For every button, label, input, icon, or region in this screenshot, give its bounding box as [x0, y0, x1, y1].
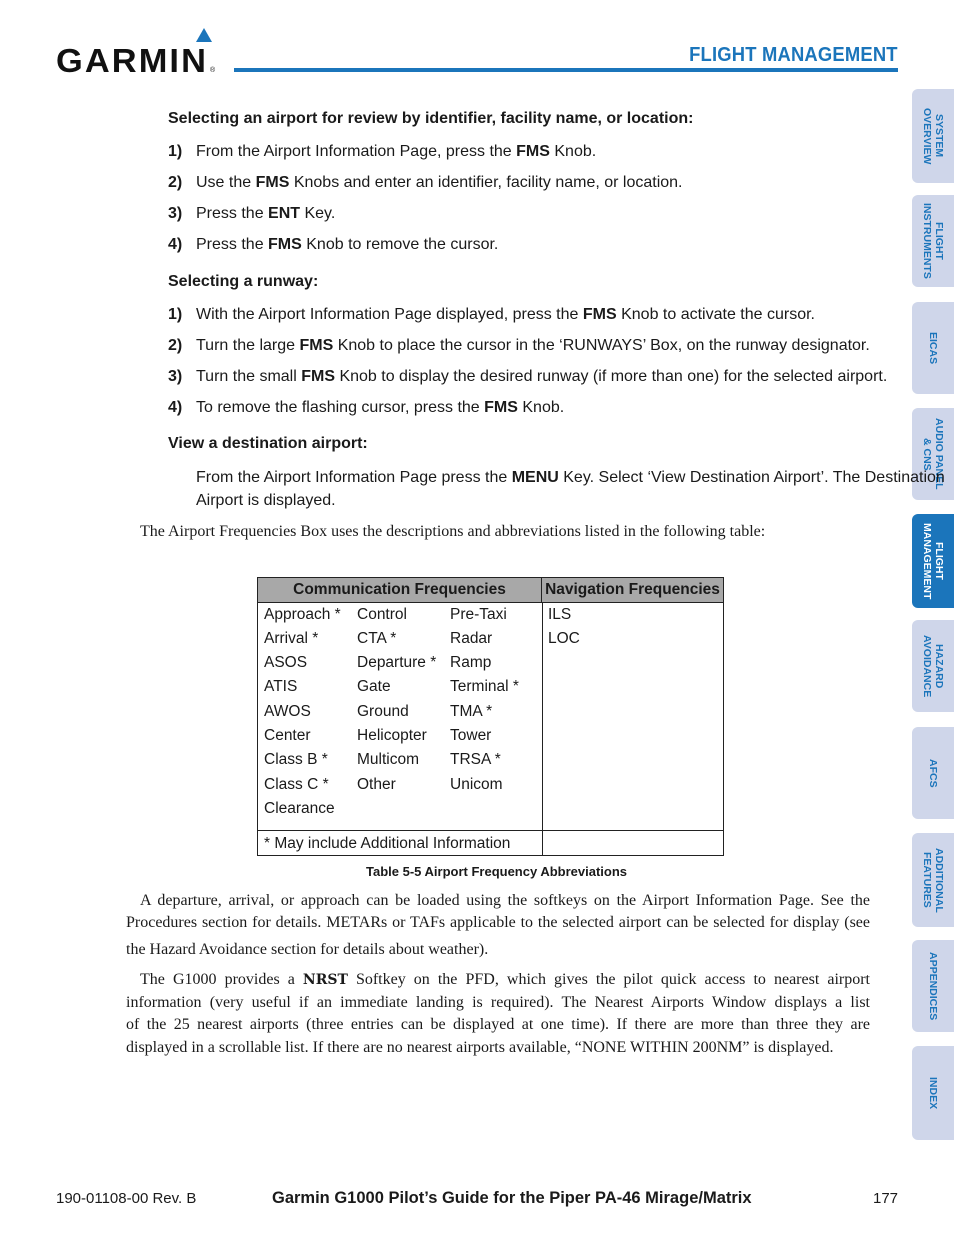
column-divider — [542, 603, 543, 855]
paragraph-1-line-3: the Hazard Avoidance section for details about weather). — [126, 941, 489, 958]
table-cell: Control — [357, 606, 407, 623]
tab-additional-features[interactable]: ADDITIONAL FEATURES — [912, 833, 954, 927]
table-cell: Center — [264, 727, 311, 744]
table-cell: TRSA * — [450, 751, 501, 768]
table-cell: Tower — [450, 727, 492, 744]
footer-page-number: 177 — [873, 1190, 899, 1207]
paragraph-2-line-1: The G1000 provides a NRST Softkey on the PFD, which gives the pilot quick access to nearest airport — [140, 971, 870, 988]
paragraph-2-line-3: of the 25 nearest airports (three entries can be displayed at one time). If there are more than three they are — [126, 1016, 870, 1033]
garmin-logo — [56, 28, 218, 76]
table-intro-text: The Airport Frequencies Box uses the descriptions and abbreviations listed in the following table: — [140, 523, 766, 540]
heading-view-destination: View a destination airport: — [168, 435, 368, 452]
paragraph-2-line-2: information (very useful if an immediate landing is required). The Nearest Airports Window displays a list — [126, 994, 870, 1011]
paragraph-1-line-1: A departure, arrival, or approach can be loaded using the softkeys on the Airport Information Page. See the — [140, 892, 870, 909]
tab-index[interactable]: INDEX — [912, 1046, 954, 1140]
tab-flight-instruments[interactable]: FLIGHT INSTRUMENTS — [912, 195, 954, 287]
svg-text:GARMIN: GARMIN — [56, 42, 209, 76]
table-caption: Table 5-5 Airport Frequency Abbreviations — [366, 864, 628, 879]
table-cell: ASOS — [264, 654, 308, 671]
footer-title: Garmin G1000 Pilot’s Guide for the Piper PA-46 Mirage/Matrix — [272, 1189, 752, 1207]
tab-appendices[interactable]: APPENDICES — [912, 940, 954, 1032]
table-cell: Class B * — [264, 751, 328, 768]
tab-flight-management[interactable]: FLIGHT MANAGEMENT — [912, 514, 954, 608]
table-cell: Departure * — [357, 654, 437, 671]
header-communication-frequencies: Communication Frequencies — [258, 578, 542, 603]
table-cell: Pre-Taxi — [450, 606, 507, 623]
table-cell: TMA * — [450, 703, 493, 720]
paragraph-2-line-4: displayed in a scrollable list. If there are no nearest airports available, “NONE WITHIN 200NM” is displayed. — [126, 1039, 834, 1056]
table-cell: ATIS — [264, 678, 298, 695]
footer-doc-number: 190-01108-00 Rev. B — [56, 1190, 197, 1207]
table-footnote: * May include Additional Information — [264, 835, 511, 852]
table-cell: Multicom — [357, 751, 420, 768]
table-cell: Arrival * — [264, 630, 319, 647]
table-cell: CTA * — [357, 630, 397, 647]
table-cell: Ramp — [450, 654, 492, 671]
table-cell: ILS — [548, 606, 572, 623]
destination-line-1: From the Airport Information Page press the MENU Key. Select ‘View Destination Airport’. The Destination — [196, 469, 945, 486]
table-cell: Clearance — [264, 800, 335, 817]
tab-hazard-avoidance[interactable]: HAZARD AVOIDANCE — [912, 620, 954, 712]
header-rule — [234, 68, 898, 72]
tab-eicas[interactable]: EICAS — [912, 302, 954, 394]
tab-audio-panel-cns[interactable]: AUDIO PANEL & CNS — [912, 408, 954, 500]
table-cell: Helicopter — [357, 727, 427, 744]
table-cell: Class C * — [264, 776, 329, 793]
section-title: FLIGHT MANAGEMENT — [689, 44, 898, 66]
table-cell: Terminal * — [450, 678, 519, 695]
table-cell: Radar — [450, 630, 493, 647]
destination-line-2: Airport is displayed. — [196, 492, 336, 509]
table-cell: Other — [357, 776, 396, 793]
table-cell: AWOS — [264, 703, 311, 720]
footnote-rule — [258, 830, 723, 831]
heading-select-runway: Selecting a runway: — [168, 273, 319, 290]
table-cell: LOC — [548, 630, 580, 647]
table-cell: Unicom — [450, 776, 503, 793]
table-cell: Ground — [357, 703, 409, 720]
table-cell: Approach * — [264, 606, 341, 623]
tab-afcs[interactable]: AFCS — [912, 727, 954, 819]
frequency-table — [257, 577, 724, 856]
paragraph-1-line-2: Procedures section for details. METARs or TAFs applicable to the selected airport can be selected for display (see — [126, 914, 870, 931]
svg-text:®: ® — [210, 67, 216, 74]
table-cell: Gate — [357, 678, 391, 695]
tab-system-overview[interactable]: SYSTEM OVERVIEW — [912, 89, 954, 183]
header-navigation-frequencies: Navigation Frequencies — [542, 578, 723, 603]
heading-select-airport: Selecting an airport for review by identifier, facility name, or location: — [168, 110, 694, 127]
